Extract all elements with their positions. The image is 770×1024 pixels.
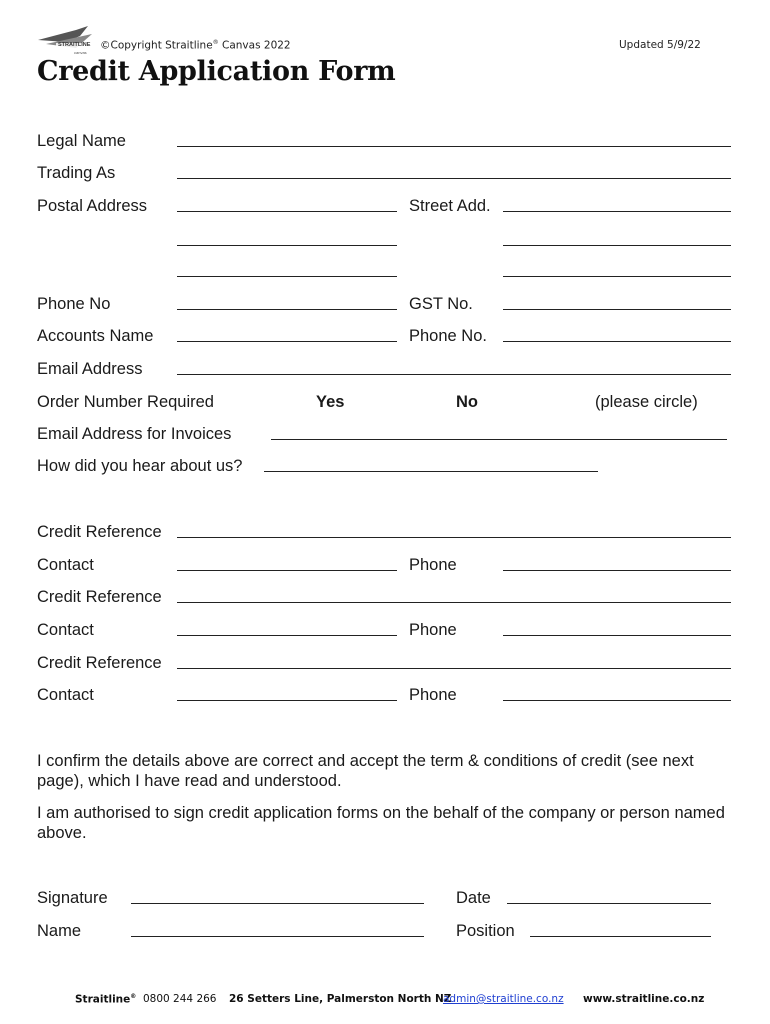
invoice-email-label: Email Address for Invoices [37,425,232,443]
phone-2-field[interactable] [503,635,731,636]
gst-no-field[interactable] [503,309,731,310]
name-label: Name [37,922,82,940]
date-field[interactable] [507,903,711,904]
credit-reference-3-field[interactable] [177,668,731,669]
accounts-phone-field[interactable] [503,341,731,342]
copyright-text: ©Copyright Straitline® Canvas 2022 [100,39,291,52]
footer-phone: 0800 244 266 [143,993,217,1005]
footer-brand: Straitline® [75,993,137,1006]
trading-as-label: Trading As [37,164,116,182]
contact-1-label: Contact [37,556,94,574]
signature-field[interactable] [131,903,424,904]
email-address-label: Email Address [37,360,143,378]
hear-about-label: How did you hear about us? [37,457,243,475]
postal-address-field-1[interactable] [177,211,397,212]
updated-date: Updated 5/9/22 [619,39,701,51]
hear-about-field[interactable] [264,471,598,472]
footer-website[interactable]: www.straitline.co.nz [583,993,705,1005]
credit-reference-1-label: Credit Reference [37,523,162,541]
footer-email[interactable]: admin@straitline.co.nz [443,993,564,1005]
phone-1-label: Phone [409,556,457,574]
phone-no-field[interactable] [177,309,397,310]
declaration-authorised: I am authorised to sign credit application forms on the behalf of the company or person named above. [37,804,725,842]
please-circle-note: (please circle) [595,393,698,411]
position-field[interactable] [530,936,711,937]
street-address-field-1[interactable] [503,211,731,212]
logo-subtext: canvas [74,50,87,55]
declaration-confirm: I confirm the details above are correct and accept the term & conditions of credit (see next page), which I have read and understood. [37,752,694,790]
phone-no-label: Phone No [37,295,111,313]
legal-name-field[interactable] [177,146,731,147]
logo-text: STRAITLINE [58,42,91,48]
signature-label: Signature [37,889,108,907]
street-address-field-2[interactable] [503,245,731,246]
postal-address-field-2[interactable] [177,245,397,246]
contact-1-field[interactable] [177,570,397,571]
street-address-field-3[interactable] [503,276,731,277]
order-number-label: Order Number Required [37,393,214,411]
footer-email-link[interactable] [443,993,564,1005]
legal-name-label: Legal Name [37,132,126,150]
phone-3-field[interactable] [503,700,731,701]
name-field[interactable] [131,936,424,937]
contact-2-label: Contact [37,621,94,639]
date-label: Date [456,889,491,907]
email-address-field[interactable] [177,374,731,375]
accounts-name-field[interactable] [177,341,397,342]
postal-address-field-3[interactable] [177,276,397,277]
footer-address: 26 Setters Line, Palmerston North NZ [229,993,452,1005]
accounts-phone-label: Phone No. [409,327,487,345]
contact-2-field[interactable] [177,635,397,636]
gst-no-label: GST No. [409,295,473,313]
phone-1-field[interactable] [503,570,731,571]
accounts-name-label: Accounts Name [37,327,154,345]
credit-reference-3-label: Credit Reference [37,654,162,672]
position-label: Position [456,922,515,940]
trading-as-field[interactable] [177,178,731,179]
credit-reference-2-label: Credit Reference [37,588,162,606]
postal-address-label: Postal Address [37,197,148,215]
logo [36,24,98,58]
contact-3-field[interactable] [177,700,397,701]
contact-3-label: Contact [37,686,94,704]
invoice-email-field[interactable] [271,439,727,440]
page-title: Credit Application Form [37,56,396,87]
phone-2-label: Phone [409,621,457,639]
street-address-label: Street Add. [409,197,491,215]
credit-reference-2-field[interactable] [177,602,731,603]
order-number-no[interactable]: No [456,393,478,411]
order-number-yes[interactable]: Yes [316,393,345,411]
credit-reference-1-field[interactable] [177,537,731,538]
phone-3-label: Phone [409,686,457,704]
